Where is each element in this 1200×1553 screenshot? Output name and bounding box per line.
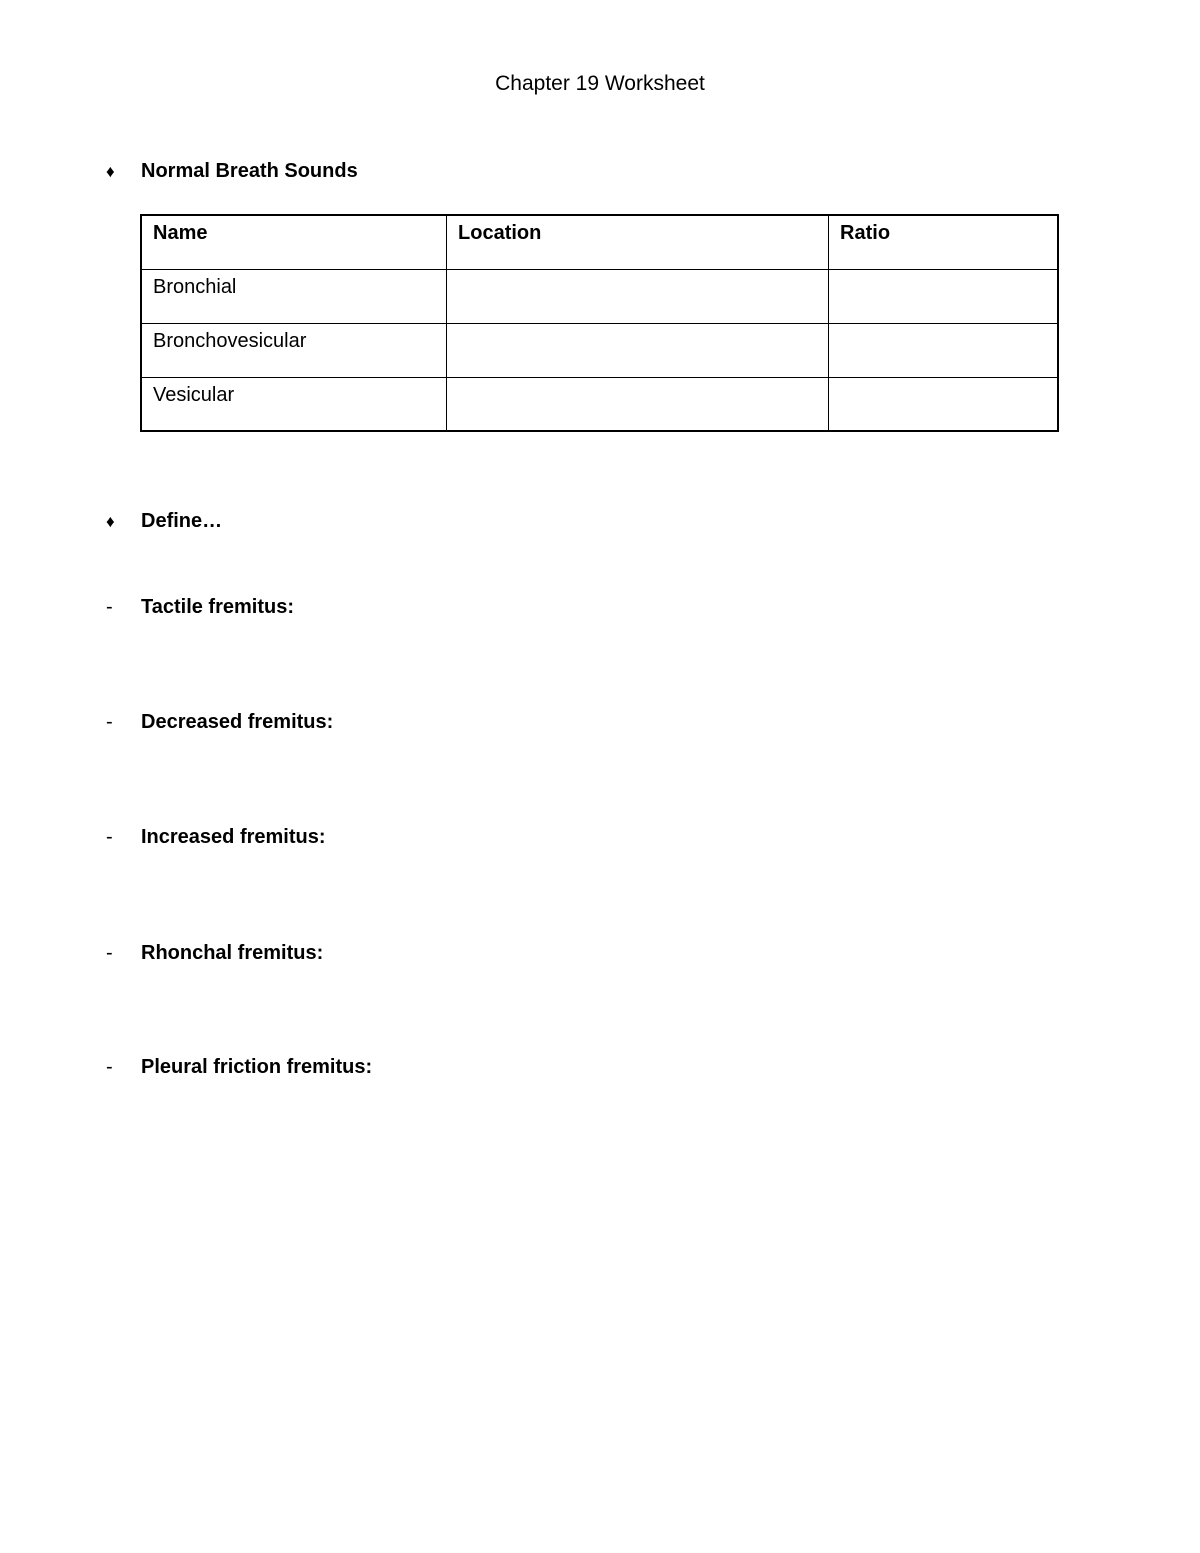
dash-bullet-icon: - bbox=[106, 596, 113, 618]
cell-location[interactable] bbox=[447, 269, 829, 323]
diamond-bullet-icon: ♦ bbox=[106, 162, 115, 181]
table-row bbox=[141, 323, 1058, 377]
dash-bullet-icon: - bbox=[106, 826, 113, 848]
section-heading-text: Define… bbox=[141, 510, 223, 532]
column-header-ratio: Ratio bbox=[829, 215, 1058, 269]
table-row bbox=[141, 377, 1058, 431]
definition-item-pleural-friction-fremitus bbox=[106, 1056, 372, 1079]
cell-name: Bronchial bbox=[141, 269, 447, 323]
cell-ratio[interactable] bbox=[829, 269, 1058, 323]
section-heading-define bbox=[106, 510, 222, 533]
cell-location[interactable] bbox=[447, 377, 829, 431]
definition-item-tactile-fremitus bbox=[106, 596, 294, 619]
cell-ratio[interactable] bbox=[829, 377, 1058, 431]
cell-location[interactable] bbox=[447, 323, 829, 377]
column-header-location: Location bbox=[447, 215, 829, 269]
definition-item-rhonchal-fremitus bbox=[106, 942, 323, 965]
section-heading-text: Normal Breath Sounds bbox=[141, 160, 358, 182]
cell-name: Bronchovesicular bbox=[141, 323, 447, 377]
dash-bullet-icon: - bbox=[106, 711, 113, 733]
breath-sounds-table bbox=[140, 214, 1059, 432]
definition-label: Rhonchal fremitus: bbox=[141, 942, 324, 964]
section-heading-normal-breath-sounds bbox=[106, 160, 358, 183]
column-header-name: Name bbox=[141, 215, 447, 269]
page-title: Chapter 19 Worksheet bbox=[495, 72, 705, 95]
definition-item-increased-fremitus bbox=[106, 826, 326, 849]
diamond-bullet-icon: ♦ bbox=[106, 512, 115, 531]
cell-ratio[interactable] bbox=[829, 323, 1058, 377]
table-row bbox=[141, 269, 1058, 323]
definition-label: Pleural friction fremitus: bbox=[141, 1056, 373, 1078]
cell-name: Vesicular bbox=[141, 377, 447, 431]
definition-label: Tactile fremitus: bbox=[141, 596, 294, 618]
dash-bullet-icon: - bbox=[106, 942, 113, 964]
definition-item-decreased-fremitus bbox=[106, 711, 333, 734]
dash-bullet-icon: - bbox=[106, 1056, 113, 1078]
definition-label: Decreased fremitus: bbox=[141, 711, 334, 733]
table-header-row bbox=[141, 215, 1058, 269]
definition-label: Increased fremitus: bbox=[141, 826, 326, 848]
